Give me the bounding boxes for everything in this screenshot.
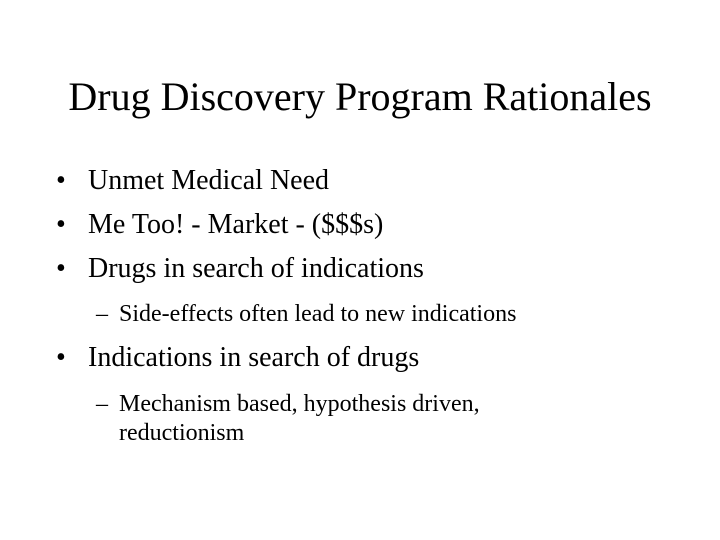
slide-title: Drug Discovery Program Rationales <box>68 74 652 119</box>
bullet-text: Drugs in search of indications <box>88 253 424 284</box>
bullet-text: Me Too! - Market - ($$$s) <box>88 209 384 240</box>
bullet-text: Indications in search of drugs <box>88 342 420 373</box>
bullet-marker: • <box>56 165 66 196</box>
bullet-marker: • <box>56 253 66 284</box>
bullet-text: Unmet Medical Need <box>88 165 330 196</box>
dash-marker: – <box>96 391 108 417</box>
sub-bullet-text: Side-effects often lead to new indications <box>119 301 517 327</box>
sub-bullet-text: Mechanism based, hypothesis driven, reductionism <box>119 391 480 446</box>
bullet-marker: • <box>56 342 66 373</box>
bullet-marker: • <box>56 209 66 240</box>
dash-marker: – <box>96 301 108 327</box>
